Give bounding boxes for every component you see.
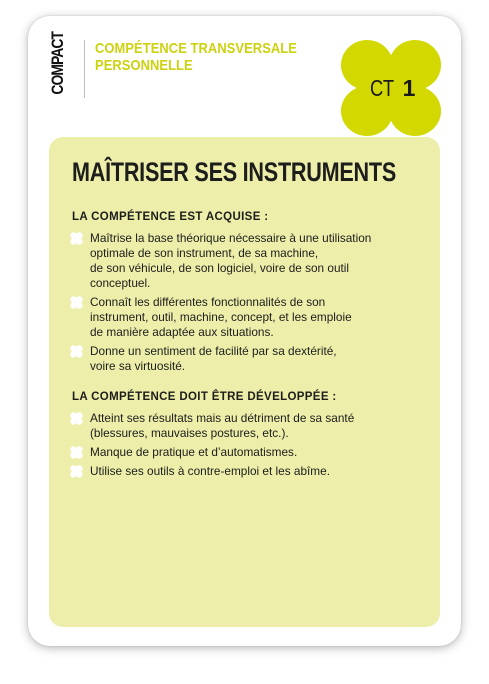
to-develop-list [70,411,430,483]
list-item [70,231,430,291]
card-title: MAÎTRISER SES INSTRUMENTS [72,157,397,187]
list-item-text: Maîtrise la base théorique nécessaire à une utilisation optimale de son instrument, de sa machine, de son véhicule, de son logiciel, voire de son outil conceptuel. [90,231,372,290]
list-item [70,445,430,460]
header-divider [84,40,85,98]
section-heading-acquired: LA COMPÉTENCE EST ACQUISE : [72,211,269,223]
acquired-list [70,231,430,378]
card-code [341,74,441,102]
brand-name: COMPACT [48,32,67,95]
brand-logo [42,32,72,100]
list-item-text: Manque de pratique et d’automatismes. [90,445,298,459]
list-item-text: Connaît les différentes fonctionnalités de son instrument, outil, machine, concept, et les emploie de manière adaptée aux situations. [90,295,352,339]
category-line-1: COMPÉTENCE TRANSVERSALE [95,40,297,57]
clover-icon [70,232,83,245]
list-item-text: Atteint ses résultats mais au détriment de sa santé (blessures, mauvaises postures, etc.). [90,411,355,440]
clover-icon [70,345,83,358]
list-item-text: Utilise ses outils à contre-emploi et les abîme. [90,464,330,478]
list-item [70,344,430,374]
clover-icon [70,296,83,309]
card-code-number: 1 [402,75,416,101]
list-item [70,411,430,441]
card-code-prefix: CT [369,75,394,101]
clover-icon [70,465,83,478]
category-label [95,40,297,74]
list-item [70,464,430,479]
clover-badge [341,40,441,136]
list-item [70,295,430,340]
category-line-2: PERSONNELLE [95,57,193,74]
clover-icon [70,446,83,459]
clover-icon [70,412,83,425]
section-heading-to-develop: LA COMPÉTENCE DOIT ÊTRE DÉVELOPPÉE : [72,391,337,403]
list-item-text: Donne un sentiment de facilité par sa dextérité, voire sa virtuosité. [90,344,337,373]
